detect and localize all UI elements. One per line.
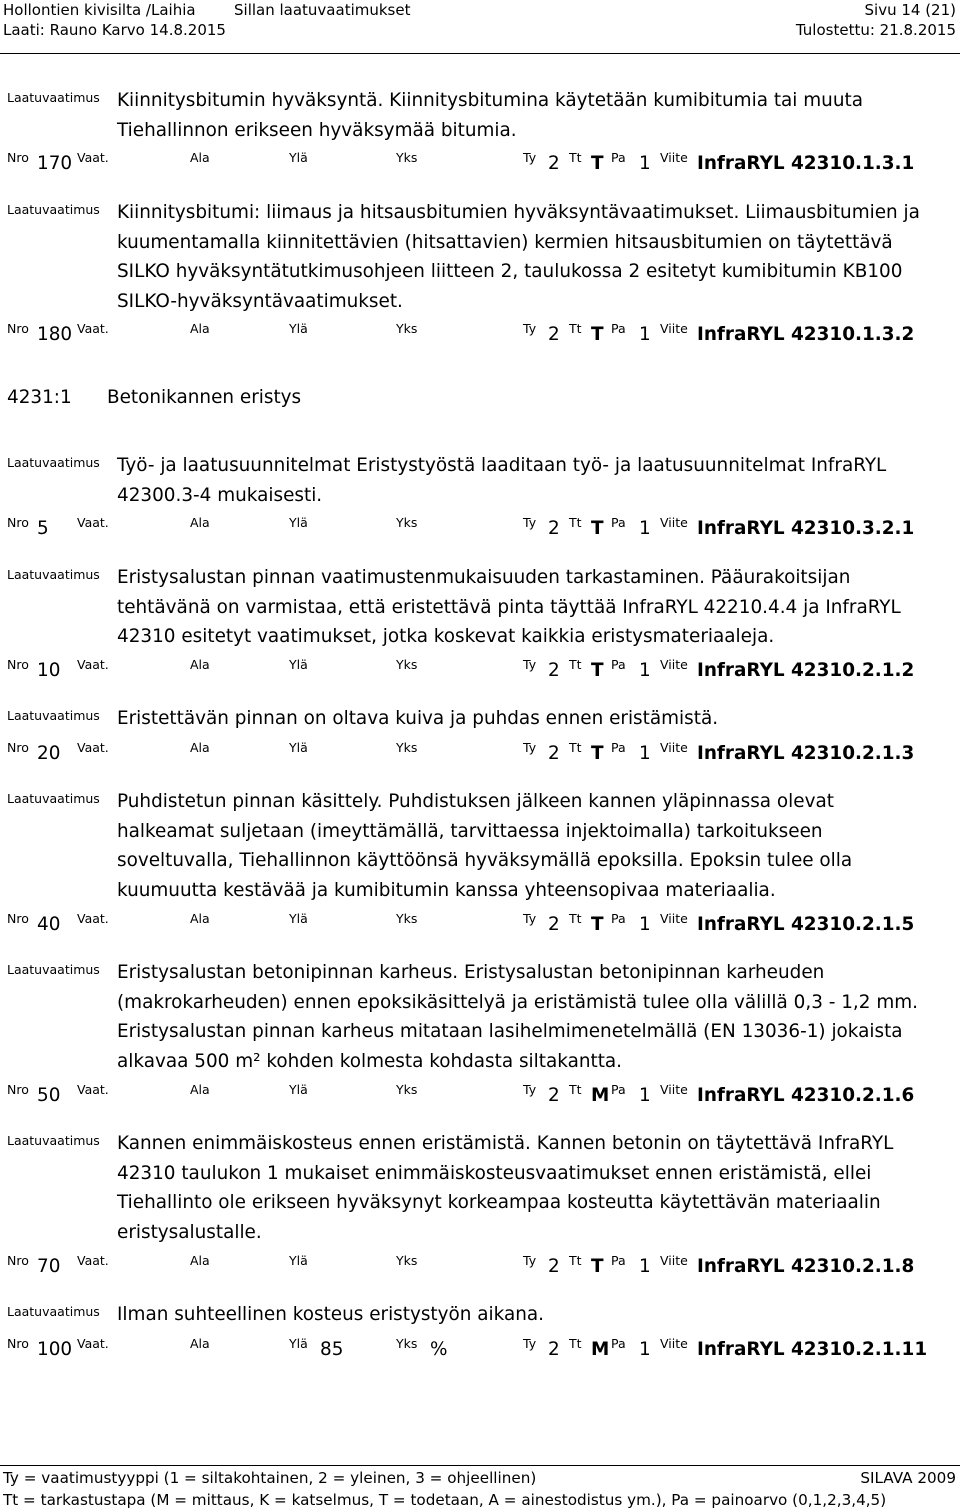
requirement-text <box>117 86 947 145</box>
requirement-label: Laatuvaatimus <box>7 708 100 723</box>
yla-label: Ylä <box>289 515 308 530</box>
requirement-line: (makrokarheuden) ennen epoksikäsittelyä ja eristämistä tulee olla välillä 0,3 - 1,2 mm. <box>117 991 918 1013</box>
requirement-text <box>117 1300 947 1330</box>
ala-label: Ala <box>190 515 210 530</box>
requirement-meta-row <box>0 321 960 347</box>
nro-label: Nro <box>7 657 29 672</box>
viite-label: Viite <box>660 740 688 755</box>
yla-value: 85 <box>320 1339 344 1360</box>
pa-label: Pa <box>611 1336 626 1351</box>
pa-label: Pa <box>611 150 626 165</box>
ty-value: 2 <box>548 743 560 764</box>
page-number: Sivu 14 (21) <box>864 1 956 19</box>
yla-label: Ylä <box>289 1082 308 1097</box>
pa-value: 1 <box>639 1339 651 1360</box>
viite-label: Viite <box>660 515 688 530</box>
tt-label: Tt <box>569 911 582 926</box>
reference-value: InfraRYL 42310.1.3.2 <box>697 324 915 345</box>
ala-label: Ala <box>190 657 210 672</box>
yla-label: Ylä <box>289 657 308 672</box>
requirement-line: Tiehallinto ole erikseen hyväksynyt korkeampaa kosteutta käytettävän materiaalin <box>117 1192 881 1213</box>
req-number: 170 <box>37 153 73 174</box>
tt-label: Tt <box>569 740 582 755</box>
ty-label: Ty <box>523 1082 537 1097</box>
yks-label: Yks <box>396 911 418 926</box>
yks-label: Yks <box>396 1253 418 1268</box>
requirement-line: Ilman suhteellinen kosteus eristystyön aikana. <box>117 1304 545 1325</box>
requirement-label: Laatuvaatimus <box>7 791 100 806</box>
yks-value: % <box>430 1339 448 1360</box>
requirement-text <box>117 451 947 510</box>
tt-value: T <box>591 518 604 539</box>
requirement-meta-row <box>0 740 960 766</box>
tt-label: Tt <box>569 321 582 336</box>
vaat-label: Vaat. <box>77 515 109 530</box>
reference-value: InfraRYL 42310.2.1.3 <box>697 743 915 764</box>
requirement-label: Laatuvaatimus <box>7 90 100 105</box>
nro-label: Nro <box>7 150 29 165</box>
requirement-line: Eristysalustan pinnan vaatimustenmukaisuuden tarkastaminen. Pääurakoitsijan <box>117 567 851 588</box>
requirement-meta-row <box>0 1082 960 1108</box>
requirement-text <box>117 1129 947 1247</box>
section-title: Betonikannen eristys <box>107 387 302 408</box>
document-title: Sillan laatuvaatimukset <box>234 1 411 19</box>
requirement-line: SILKO hyväksyntätutkimusohjeen liitteen 2, taulukossa 2 esitetyt kumibitumin KB100 <box>117 261 903 282</box>
requirement-line: halkeamat suljetaan (imeyttämällä, tarvittaessa injektoimalla) tarkoitukseen <box>117 820 823 842</box>
requirement-label: Laatuvaatimus <box>7 567 100 582</box>
pa-value: 1 <box>639 1256 651 1277</box>
requirement-line: Kannen enimmäiskosteus ennen eristämistä. Kannen betonin on täytettävä InfraRYL <box>117 1133 894 1154</box>
requirement-label: Laatuvaatimus <box>7 962 100 977</box>
ty-label: Ty <box>523 911 537 926</box>
tt-label: Tt <box>569 1336 582 1351</box>
ty-value: 2 <box>548 914 560 935</box>
requirement-label: Laatuvaatimus <box>7 202 100 217</box>
requirement-line: kuumuutta kestävää ja kumibitumin kanssa yhteensopivaa materiaalia. <box>117 879 776 901</box>
ty-value: 2 <box>548 1085 560 1106</box>
footer-tt-note: Tt = tarkastustapa (M = mittaus, K = katselmus, T = todetaan, A = ainestodistus ym.), Pa = painoarvo (0,1,2,3,4,5) <box>3 1491 887 1509</box>
tt-value: T <box>591 660 604 681</box>
reference-value: InfraRYL 42310.1.3.1 <box>697 153 915 174</box>
nro-label: Nro <box>7 321 29 336</box>
requirement-line: kuumentamalla kiinnitettävien (hitsattavien) kermien hitsausbitumien on täytettävä <box>117 231 893 253</box>
ala-label: Ala <box>190 1082 210 1097</box>
requirement-text <box>117 198 947 316</box>
pa-value: 1 <box>639 743 651 764</box>
ala-label: Ala <box>190 1253 210 1268</box>
header-divider <box>0 53 960 54</box>
requirement-line: 42300.3-4 mukaisesti. <box>117 484 323 506</box>
ty-label: Ty <box>523 740 537 755</box>
requirement-text <box>117 704 947 734</box>
tt-value: T <box>591 153 604 174</box>
requirement-line: Työ- ja laatusuunnitelmat Eristystyöstä laaditaan työ- ja laatusuunnitelmat InfraRYL <box>117 455 887 476</box>
requirement-meta-row <box>0 515 960 541</box>
yla-label: Ylä <box>289 740 308 755</box>
pa-value: 1 <box>639 660 651 681</box>
ala-label: Ala <box>190 911 210 926</box>
yla-label: Ylä <box>289 150 308 165</box>
requirement-line: alkavaa 500 m² kohden kolmesta kohdasta siltakantta. <box>117 1050 623 1072</box>
nro-label: Nro <box>7 740 29 755</box>
pa-label: Pa <box>611 657 626 672</box>
yla-label: Ylä <box>289 911 308 926</box>
yla-label: Ylä <box>289 1336 308 1351</box>
reference-value: InfraRYL 42310.2.1.5 <box>697 914 915 935</box>
requirement-meta-row <box>0 150 960 176</box>
vaat-label: Vaat. <box>77 657 109 672</box>
reference-value: InfraRYL 42310.3.2.1 <box>697 518 915 539</box>
yks-label: Yks <box>396 740 418 755</box>
pa-label: Pa <box>611 515 626 530</box>
ty-label: Ty <box>523 1253 537 1268</box>
requirement-label: Laatuvaatimus <box>7 1304 100 1319</box>
requirement-line: 42310 taulukon 1 mukaiset enimmäiskosteusvaatimukset ennen eristämistä, ellei <box>117 1162 872 1184</box>
reference-value: InfraRYL 42310.2.1.2 <box>697 660 915 681</box>
requirement-text <box>117 563 947 652</box>
tt-label: Tt <box>569 1082 582 1097</box>
requirement-line: tehtävänä on varmistaa, että eristettävä pinta täyttää InfraRYL 42210.4.4 ja InfraRYL <box>117 596 901 618</box>
vaat-label: Vaat. <box>77 1336 109 1351</box>
ty-label: Ty <box>523 321 537 336</box>
viite-label: Viite <box>660 657 688 672</box>
viite-label: Viite <box>660 911 688 926</box>
ala-label: Ala <box>190 1336 210 1351</box>
tt-label: Tt <box>569 150 582 165</box>
ty-value: 2 <box>548 1256 560 1277</box>
pa-value: 1 <box>639 1085 651 1106</box>
ty-value: 2 <box>548 324 560 345</box>
printed-date: Tulostettu: 21.8.2015 <box>795 21 956 39</box>
requirement-line: Eristettävän pinnan on oltava kuiva ja puhdas ennen eristämistä. <box>117 708 719 729</box>
viite-label: Viite <box>660 150 688 165</box>
req-number: 100 <box>37 1339 73 1360</box>
tt-value: M <box>591 1339 610 1360</box>
nro-label: Nro <box>7 515 29 530</box>
nro-label: Nro <box>7 1082 29 1097</box>
viite-label: Viite <box>660 1336 688 1351</box>
tt-value: T <box>591 324 604 345</box>
tt-value: T <box>591 1256 604 1277</box>
ala-label: Ala <box>190 150 210 165</box>
req-number: 180 <box>37 324 73 345</box>
req-number: 50 <box>37 1085 61 1106</box>
tt-label: Tt <box>569 515 582 530</box>
ty-value: 2 <box>548 518 560 539</box>
requirement-line: soveltuvalla, Tiehallinnon käyttöönsä hyväksymällä epoksilla. Epoksin tulee olla <box>117 850 853 871</box>
yks-label: Yks <box>396 1336 418 1351</box>
yla-label: Ylä <box>289 1253 308 1268</box>
requirement-line: Eristysalustan betonipinnan karheus. Eristysalustan betonipinnan karheuden <box>117 962 825 983</box>
ty-value: 2 <box>548 153 560 174</box>
ty-label: Ty <box>523 515 537 530</box>
pa-value: 1 <box>639 324 651 345</box>
tt-label: Tt <box>569 1253 582 1268</box>
footer-brand: SILAVA 2009 <box>860 1469 956 1487</box>
yks-label: Yks <box>396 515 418 530</box>
yla-label: Ylä <box>289 321 308 336</box>
viite-label: Viite <box>660 321 688 336</box>
pa-value: 1 <box>639 153 651 174</box>
reference-value: InfraRYL 42310.2.1.6 <box>697 1085 915 1106</box>
nro-label: Nro <box>7 911 29 926</box>
vaat-label: Vaat. <box>77 1082 109 1097</box>
requirement-label: Laatuvaatimus <box>7 1133 100 1148</box>
requirement-meta-row <box>0 1253 960 1279</box>
yks-label: Yks <box>396 657 418 672</box>
vaat-label: Vaat. <box>77 321 109 336</box>
requirement-label: Laatuvaatimus <box>7 455 100 470</box>
vaat-label: Vaat. <box>77 740 109 755</box>
req-number: 40 <box>37 914 61 935</box>
req-number: 5 <box>37 518 49 539</box>
tt-value: T <box>591 914 604 935</box>
requirement-line: Eristysalustan pinnan karheus mitataan lasihelmimenetelmällä (EN 13036-1) jokaista <box>117 1021 903 1042</box>
req-number: 10 <box>37 660 61 681</box>
requirement-line: eristysalustalle. <box>117 1221 262 1243</box>
viite-label: Viite <box>660 1082 688 1097</box>
nro-label: Nro <box>7 1253 29 1268</box>
requirement-text <box>117 958 947 1076</box>
page-header <box>0 0 960 44</box>
breadcrumb: Hollontien kivisilta /Laihia <box>3 1 196 19</box>
req-number: 20 <box>37 743 61 764</box>
requirement-text <box>117 787 947 905</box>
requirement-line: Puhdistetun pinnan käsittely. Puhdistuksen jälkeen kannen yläpinnassa olevat <box>117 791 834 812</box>
tt-value: M <box>591 1085 610 1106</box>
requirement-meta-row <box>0 1336 960 1362</box>
reference-value: InfraRYL 42310.2.1.11 <box>697 1339 928 1360</box>
pa-label: Pa <box>611 1082 626 1097</box>
footer-divider <box>0 1465 960 1466</box>
vaat-label: Vaat. <box>77 911 109 926</box>
yks-label: Yks <box>396 150 418 165</box>
pa-label: Pa <box>611 1253 626 1268</box>
yks-label: Yks <box>396 1082 418 1097</box>
ty-label: Ty <box>523 1336 537 1351</box>
vaat-label: Vaat. <box>77 1253 109 1268</box>
ty-label: Ty <box>523 657 537 672</box>
ty-value: 2 <box>548 1339 560 1360</box>
nro-label: Nro <box>7 1336 29 1351</box>
pa-value: 1 <box>639 914 651 935</box>
tt-value: T <box>591 743 604 764</box>
req-number: 70 <box>37 1256 61 1277</box>
ala-label: Ala <box>190 740 210 755</box>
requirement-line: 42310 esitetyt vaatimukset, jotka koskevat kaikkia eristysmateriaaleja. <box>117 626 775 647</box>
reference-value: InfraRYL 42310.2.1.8 <box>697 1256 915 1277</box>
section-number: 4231:1 <box>7 387 72 408</box>
pa-label: Pa <box>611 911 626 926</box>
pa-value: 1 <box>639 518 651 539</box>
yks-label: Yks <box>396 321 418 336</box>
pa-label: Pa <box>611 321 626 336</box>
footer-ty-note: Ty = vaatimustyyppi (1 = siltakohtainen, 2 = yleinen, 3 = ohjeellinen) <box>3 1469 537 1487</box>
author-line: Laati: Rauno Karvo 14.8.2015 <box>3 21 226 39</box>
vaat-label: Vaat. <box>77 150 109 165</box>
ty-value: 2 <box>548 660 560 681</box>
requirement-meta-row <box>0 911 960 937</box>
requirement-line: Kiinnitysbitumin hyväksyntä. Kiinnitysbitumina käytetään kumibitumia tai muuta <box>117 90 863 111</box>
requirement-line: Kiinnitysbitumi: liimaus ja hitsausbitumien hyväksyntävaatimukset. Liimausbitumien ja <box>117 202 920 223</box>
requirement-line: SILKO-hyväksyntävaatimukset. <box>117 290 403 312</box>
requirement-meta-row <box>0 657 960 683</box>
viite-label: Viite <box>660 1253 688 1268</box>
ty-label: Ty <box>523 150 537 165</box>
requirement-line: Tiehallinnon erikseen hyväksymää bitumia. <box>117 119 517 141</box>
pa-label: Pa <box>611 740 626 755</box>
ala-label: Ala <box>190 321 210 336</box>
tt-label: Tt <box>569 657 582 672</box>
